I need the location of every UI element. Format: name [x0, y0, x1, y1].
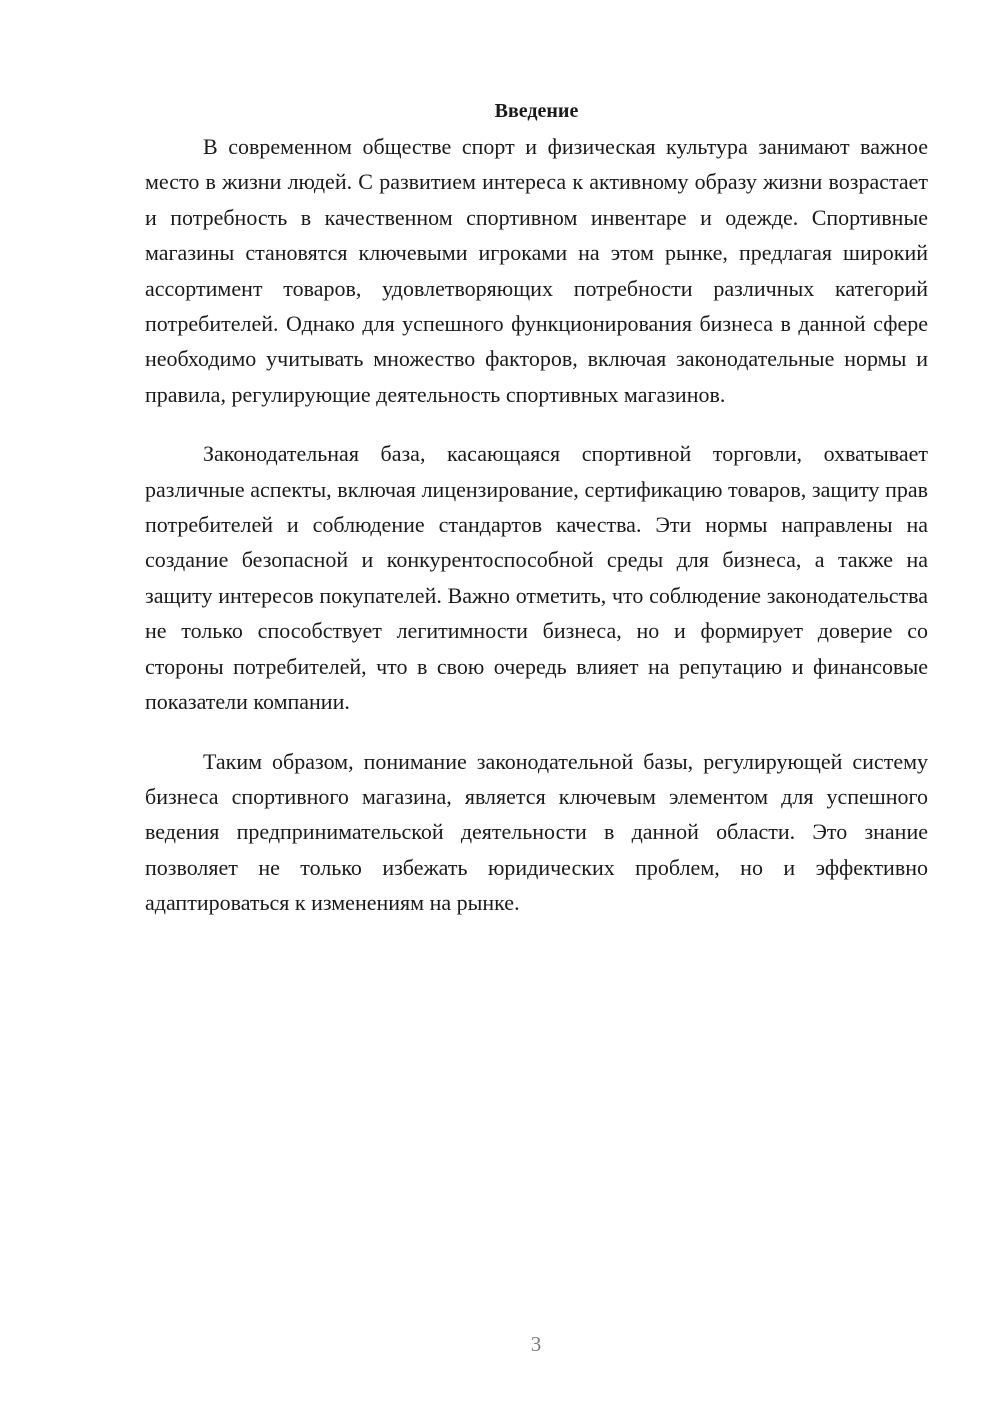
- page-content: [145, 96, 928, 945]
- page-number: 3: [530, 1332, 542, 1356]
- paragraph-1: В современном обществе спорт и физическая культура занимают важное место в жизни людей. С развитием интереса к активному образу жизни возрастает и потребность в качественном спортивном инвентаре и одежде. Спортивные магазины становятся ключевыми игроками на этом рынке, предлагая широкий ассортимент товаров, удовлетворяющих потребности различных категорий потребителей. Однако для успешного функционирования бизнеса в данной сфере необходимо учитывать множество факторов, включая законодательные нормы и правила, регулирующие деятельность спортивных магазинов.: [145, 134, 928, 407]
- paragraph-2: Законодательная база, касающаяся спортивной торговли, охватывает различные аспекты, включая лицензирование, сертификацию товаров, защиту прав потребителей и соблюдение стандартов качества. Эти нормы направлены на создание безопасной и конкурентоспособной среды для бизнеса, а также на защиту интересов покупателей. Важно отметить, что соблюдение законодательства не только способствует легитимности бизнеса, но и формирует доверие со стороны потребителей, что в свою очередь влияет на репутацию и финансовые показатели компании.: [145, 441, 928, 715]
- section-title: Введение: [494, 100, 579, 122]
- paragraph-3: Таким образом, понимание законодательной базы, регулирующей систему бизнеса спортивного магазина, является ключевым элементом для успешного ведения предпринимательской деятельности в данной области. Это знание позволяет не только избежать юридических проблем, но и эффективно адаптироваться к изменениям на рынке.: [145, 748, 928, 916]
